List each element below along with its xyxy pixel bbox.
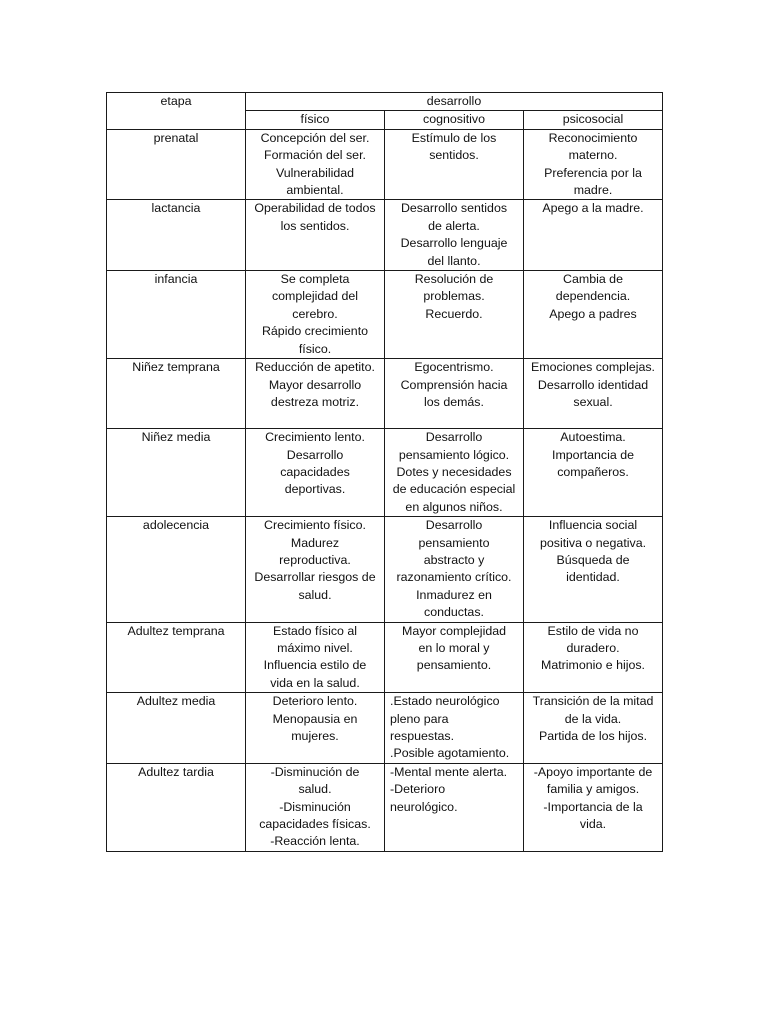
cognitivo-cell [385,271,524,359]
cell-line: Resolución de [414,272,494,287]
table-body [107,93,663,852]
cell-line: destreza motriz. [270,394,360,409]
cell-line: Dotes y necesidades [396,464,512,479]
cell-line: pensamiento. [416,658,492,673]
column-header-cognitivo: cognositivo [385,111,524,129]
cell-line: Se completa [280,272,350,287]
cell-line: pensamiento [418,535,490,550]
cell-line: respuestas. [390,729,455,743]
cell-line: en algunos niños. [405,499,503,514]
cell-line: salud. [298,782,332,797]
stage-cell: lactancia [107,200,246,271]
cell-line: .Posible agotamiento. [390,746,510,761]
cell-line: Inmadurez en [416,587,492,602]
cell-line: Operabilidad de todos [254,201,376,216]
cell-line: salud. [298,587,332,602]
cell-line: Vulnerabilidad [275,165,355,180]
cell-line: Influencia estilo de [263,658,367,673]
fisico-cell [246,622,385,693]
cell-line: -Importancia de la [543,799,643,814]
psicosocial-cell [524,517,663,622]
stage-header-cell: etapa [107,93,246,130]
cell-line: Cambia de [563,272,623,287]
cell-line: Desarrollo [286,447,344,462]
psicosocial-cell [524,200,663,271]
header-row-1 [107,93,663,111]
cognitivo-cell [385,200,524,271]
psicosocial-cell [524,359,663,429]
cell-line: Menopausia en [272,711,358,726]
table-row [107,622,663,693]
cell-line: vida. [579,817,607,832]
cell-line: Matrimonio e hijos. [541,658,645,673]
cell-line: ambiental. [286,183,344,198]
cell-line: .Estado neurológico [390,694,500,709]
cell-line: Autoestima. [560,430,626,445]
cell-line: complejidad del [271,289,359,304]
cell-line: Mayor desarrollo [268,377,362,392]
cell-line: capacidades [280,464,350,479]
table-row [107,271,663,359]
cell-line: Emociones complejas. [531,360,655,375]
table-row [107,763,663,851]
cell-line: materno. [568,148,618,163]
table-row [107,693,663,764]
fisico-cell [246,517,385,622]
cell-line: conductas. [424,605,484,620]
cell-line: Desarrollo [425,430,483,445]
cell-line: problemas. [423,289,485,304]
psicosocial-cell [524,763,663,851]
cell-line: Mayor complejidad [402,623,506,638]
cell-line: sexual. [573,394,613,409]
cell-line: abstracto y [423,552,485,567]
cell-line: razonamiento crítico. [396,570,512,585]
cell-line: Desarrollo identidad [537,377,649,392]
cell-line: capacidades físicas. [259,817,371,832]
cell-line: de alerta. [428,218,480,233]
table-row [107,200,663,271]
cell-line: -Mental mente alerta. [390,764,508,779]
fisico-cell [246,200,385,271]
fisico-cell [246,429,385,517]
stage-cell: Adultez media [107,693,246,764]
cell-line: -Disminución [279,799,351,814]
cell-line: Crecimiento físico. [264,518,366,533]
cognitivo-cell [385,622,524,693]
stage-cell: Niñez temprana [107,359,246,429]
cell-line: máximo nivel. [277,640,353,655]
stage-cell: adolecencia [107,517,246,622]
psicosocial-cell [524,271,663,359]
cell-line: pleno para [390,711,449,726]
column-header-psicosocial: psicosocial [524,111,663,129]
cell-line: Desarrollar riesgos de [254,570,376,585]
cell-line: Recuerdo. [425,306,483,321]
stage-cell: Niñez media [107,429,246,517]
cell-line: Estado físico al [272,623,358,638]
cell-line: Comprensión hacia [400,377,508,392]
cell-line: Reducción de apetito. [255,360,375,375]
cell-line: vida en la salud. [270,675,360,690]
fisico-cell [246,129,385,200]
table-row [107,517,663,622]
psicosocial-cell [524,129,663,200]
cell-line: -Apoyo importante de [533,764,653,779]
cell-line: -Deterioro [390,782,446,797]
cell-line: reproductiva. [279,552,351,567]
cell-line: Desarrollo lenguaje [400,236,508,251]
cell-line: Reconocimiento [548,130,638,145]
cell-line: cerebro. [292,306,338,321]
stage-cell: Adultez tardia [107,763,246,851]
cell-line: familia y amigos. [546,782,640,797]
cognitivo-cell [385,763,524,851]
psicosocial-cell [524,622,663,693]
cell-line: dependencia. [555,289,631,304]
cell-line: de educación especial [392,482,516,497]
cell-line: duradero. [566,640,620,655]
cell-line: de la vida. [564,711,622,726]
cell-line: compañeros. [557,464,629,479]
cell-line: mujeres. [291,729,339,743]
cell-line: Madurez [290,535,340,550]
cell-line: los demás. [424,394,484,409]
fisico-cell [246,271,385,359]
cell-line: Transición de la mitad [532,694,654,709]
cell-line: Desarrollo [425,518,483,533]
cell-line: en lo moral y [418,640,490,655]
cognitivo-cell [385,129,524,200]
cell-line: Concepción del ser. [260,130,370,145]
cell-line: neurológico. [390,799,458,814]
cell-line: madre. [573,183,613,198]
cell-line: Desarrollo sentidos [400,201,508,216]
fisico-cell [246,763,385,851]
cell-line: positiva o negativa. [539,535,647,550]
cell-line: físico. [298,341,332,356]
fisico-cell [246,693,385,764]
stage-cell: infancia [107,271,246,359]
cell-line: Partida de los hijos. [538,729,648,743]
psicosocial-cell [524,429,663,517]
psicosocial-cell [524,693,663,764]
cell-line: Importancia de [552,447,634,462]
cell-line: -Reacción lenta. [270,834,360,849]
table-row [107,129,663,200]
cell-line: los sentidos. [280,218,350,233]
cognitivo-cell [385,693,524,764]
cell-line: Formación del ser. [264,148,366,163]
table-row [107,429,663,517]
cell-line: Rápido crecimiento [261,324,369,339]
fisico-cell [246,359,385,429]
column-header-fisico: físico [246,111,385,129]
cognitivo-cell [385,359,524,429]
cognitivo-cell [385,429,524,517]
cognitivo-cell [385,517,524,622]
cell-line: Búsqueda de [556,552,630,567]
cell-line: Estímulo de los [411,130,497,145]
cell-line: Apego a la madre. [542,201,644,216]
cell-line: identidad. [566,570,620,585]
cell-line: -Disminución de [270,764,360,779]
stage-cell: Adultez temprana [107,622,246,693]
cell-line: deportivas. [284,482,346,497]
cell-line: Deterioro lento. [272,694,358,709]
cell-line: Preferencia por la [544,165,642,180]
cell-line: del llanto. [427,253,481,268]
cell-line: Apego a padres [549,306,637,321]
development-header-cell: desarrollo [246,93,663,111]
table-row [107,359,663,429]
cell-line: sentidos. [429,148,479,163]
stage-cell: prenatal [107,129,246,200]
development-stages-table [106,92,663,852]
cell-line: Estilo de vida no [547,623,639,638]
cell-line: Crecimiento lento. [265,430,365,445]
cell-line: Influencia social [548,518,638,533]
cell-line: pensamiento lógico. [398,447,510,462]
cell-line: Egocentrismo. [414,360,494,375]
